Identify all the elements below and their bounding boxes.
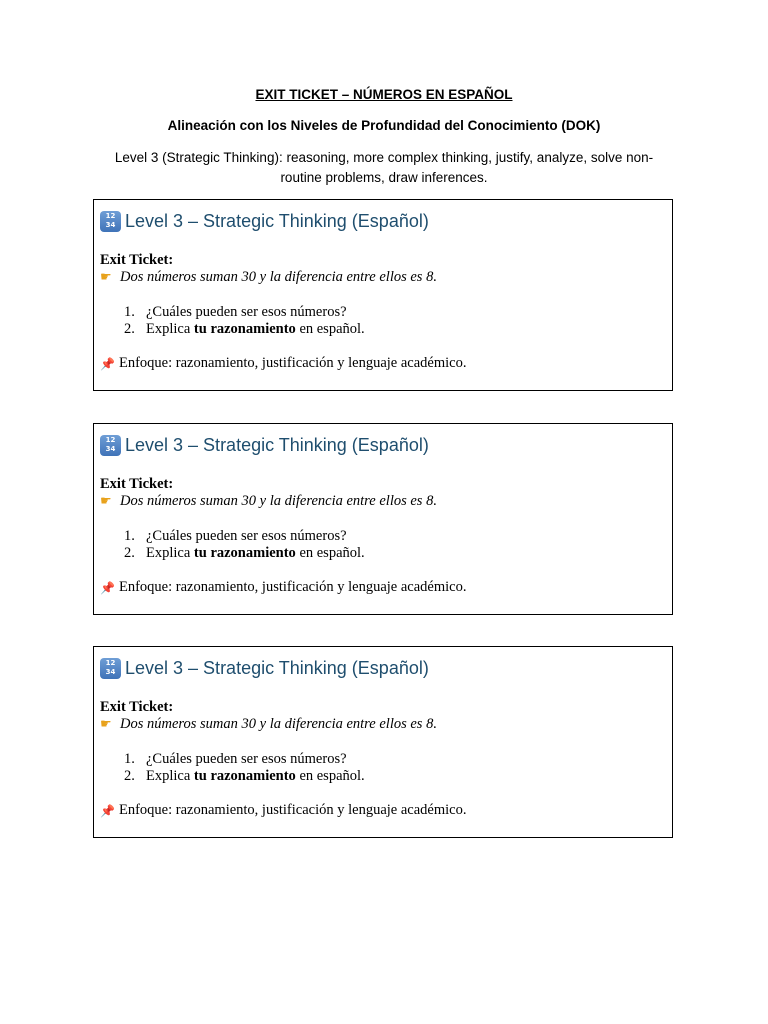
exit-ticket-label: Exit Ticket: — [100, 699, 174, 715]
question-item — [124, 751, 347, 768]
card-heading — [100, 656, 429, 680]
question-number: 1. — [124, 528, 135, 544]
card-heading — [100, 433, 429, 457]
pushpin-icon: 📌 — [100, 580, 115, 595]
exit-ticket-label: Exit Ticket: — [100, 252, 174, 268]
question-item — [124, 321, 365, 338]
prompt-line — [100, 716, 437, 733]
question-text: ¿Cuáles pueden ser esos números? — [146, 751, 347, 767]
question-number: 2. — [124, 321, 135, 337]
question-number: 2. — [124, 545, 135, 561]
card-heading-text: Level 3 – Strategic Thinking (Español) — [125, 657, 429, 678]
prompt-text: Dos números suman 30 y la diferencia entre ellos es 8. — [120, 493, 437, 509]
prompt-text: Dos números suman 30 y la diferencia entre ellos es 8. — [120, 716, 437, 732]
exit-ticket-card — [93, 199, 673, 391]
question-number: 1. — [124, 751, 135, 767]
question-number: 2. — [124, 768, 135, 784]
question-text: Explica tu razonamiento en español. — [146, 768, 365, 784]
prompt-text: Dos números suman 30 y la diferencia entre ellos es 8. — [120, 269, 437, 285]
question-number: 1. — [124, 304, 135, 320]
exit-ticket-label: Exit Ticket: — [100, 476, 174, 492]
input-numbers-icon: 12 34 — [100, 658, 121, 679]
question-text: Explica tu razonamiento en español. — [146, 545, 365, 561]
card-heading — [100, 209, 429, 233]
question-item — [124, 304, 347, 321]
pointing-hand-icon: ☛ — [100, 270, 112, 285]
question-item — [124, 528, 347, 545]
question-text: ¿Cuáles pueden ser esos números? — [146, 528, 347, 544]
document-title: EXIT TICKET – NÚMEROS EN ESPAÑOL — [255, 87, 513, 102]
question-text: Explica tu razonamiento en español. — [146, 321, 365, 337]
pointing-hand-icon: ☛ — [100, 494, 112, 509]
question-text: ¿Cuáles pueden ser esos números? — [146, 304, 347, 320]
prompt-line — [100, 493, 437, 510]
question-item — [124, 768, 365, 785]
prompt-line — [100, 269, 437, 286]
focus-line — [100, 579, 466, 596]
focus-text: Enfoque: razonamiento, justificación y lenguaje académico. — [119, 579, 467, 595]
input-numbers-icon: 12 34 — [100, 435, 121, 456]
focus-line — [100, 802, 466, 819]
exit-ticket-card — [93, 646, 673, 838]
exit-ticket-card — [93, 423, 673, 615]
focus-text: Enfoque: razonamiento, justificación y lenguaje académico. — [119, 355, 467, 371]
card-heading-text: Level 3 – Strategic Thinking (Español) — [125, 210, 429, 231]
level-description: Level 3 (Strategic Thinking): reasoning, more complex thinking, justify, analyze, solve non-routine problems, draw inferences. — [114, 150, 654, 185]
pushpin-icon: 📌 — [100, 803, 115, 818]
card-heading-text: Level 3 – Strategic Thinking (Español) — [125, 434, 429, 455]
input-numbers-icon: 12 34 — [100, 211, 121, 232]
focus-text: Enfoque: razonamiento, justificación y lenguaje académico. — [119, 802, 467, 818]
pushpin-icon: 📌 — [100, 356, 115, 371]
document-subtitle: Alineación con los Niveles de Profundidad del Conocimiento (DOK) — [167, 118, 601, 133]
question-item — [124, 545, 365, 562]
focus-line — [100, 355, 466, 372]
pointing-hand-icon: ☛ — [100, 717, 112, 732]
